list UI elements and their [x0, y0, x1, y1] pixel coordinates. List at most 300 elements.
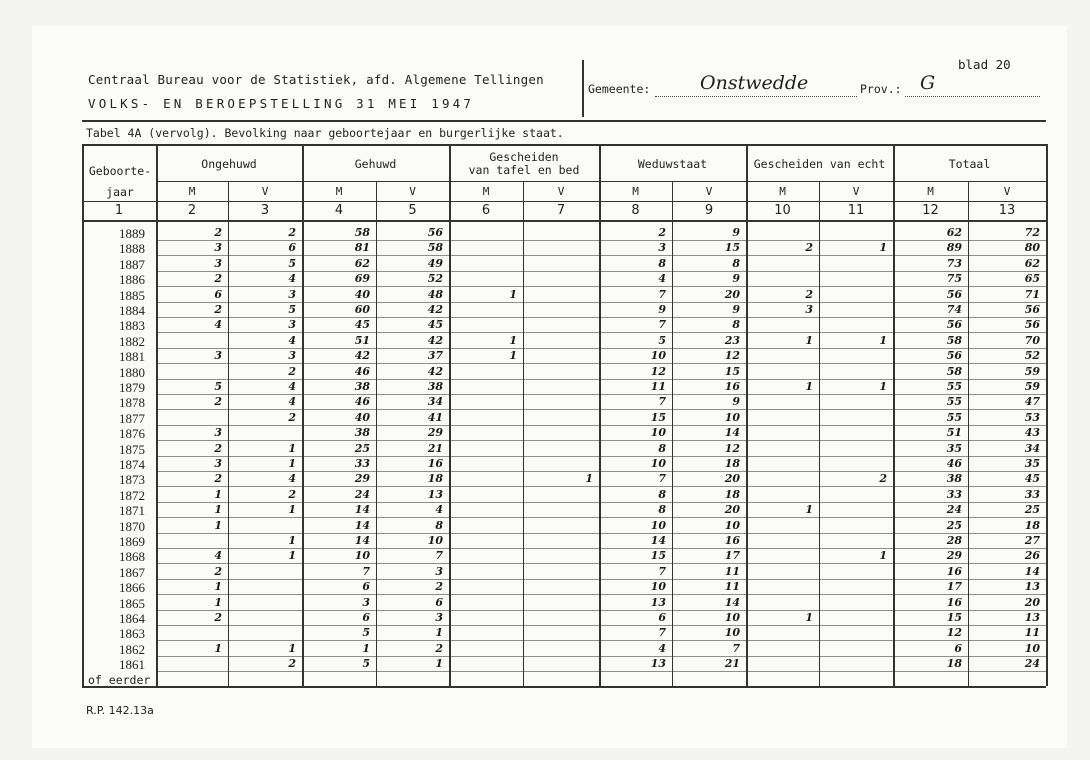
table-cell: 75 — [946, 272, 962, 286]
table-cell: 3 — [214, 457, 222, 470]
sex-header: V — [557, 185, 565, 198]
table-cell: 28 — [946, 534, 962, 547]
table-cell: 7 — [435, 549, 443, 563]
table-cell: 29 — [946, 549, 962, 563]
table-cell: 37 — [427, 349, 443, 363]
table-cell: 6 — [288, 241, 296, 255]
sex-header: M — [335, 185, 343, 198]
table-cell: 1 — [214, 503, 222, 517]
sex-header: V — [261, 185, 269, 198]
table-cell: 12 — [946, 626, 962, 640]
sex-header: M — [188, 185, 196, 198]
year-label: 1865 — [119, 595, 145, 611]
table-cell: 7 — [658, 395, 666, 409]
table-cell: 14 — [354, 503, 370, 517]
table-cell: 62 — [946, 226, 962, 239]
gemeente-line — [655, 96, 857, 97]
table-cell: 2 — [805, 241, 813, 255]
table-cell: 56 — [427, 226, 443, 239]
table-cell: 6 — [435, 595, 443, 609]
table-cell: 3 — [214, 349, 222, 363]
table-cell: 34 — [1024, 441, 1040, 455]
table-cell: 2 — [214, 226, 222, 239]
table-cell: 58 — [946, 333, 962, 347]
table-cell: 4 — [658, 272, 666, 286]
table-cell: 9 — [732, 226, 740, 239]
table-cell: 18 — [1024, 518, 1040, 532]
table-cell: 70 — [1024, 333, 1040, 347]
table-cell: 1 — [879, 380, 887, 393]
year-label: 1868 — [119, 549, 145, 565]
table-cell: 1 — [805, 611, 813, 624]
table-cell: 5 — [658, 333, 666, 347]
table-cell: 5 — [288, 303, 296, 316]
table-cell: 58 — [427, 241, 443, 255]
table-cell: 14 — [724, 426, 740, 440]
table-cell: 56 — [1024, 303, 1040, 316]
table-cell: 1 — [509, 349, 517, 363]
table-cell: 2 — [214, 611, 222, 624]
year-label: 1861 — [119, 657, 145, 673]
sex-header: M — [632, 185, 639, 198]
table-cell: 4 — [435, 503, 443, 517]
year-label: 1884 — [119, 303, 145, 318]
table-cell: 24 — [354, 487, 370, 501]
table-cell: 3 — [658, 241, 666, 255]
sex-header-rule — [82, 201, 1046, 202]
sheet-number: blad 20 — [958, 57, 1011, 72]
table-cell: 3 — [214, 426, 222, 440]
table-cell: 14 — [650, 534, 666, 547]
table-cell: 15 — [650, 410, 666, 424]
table-cell: 55 — [946, 380, 962, 393]
table-cell: 46 — [946, 457, 962, 470]
year-header-top: Geboorte- — [88, 164, 152, 178]
table-cell: 74 — [946, 303, 962, 316]
year-label: 1862 — [119, 641, 145, 657]
table-cell: 5 — [362, 657, 370, 671]
table-cell: 10 — [354, 549, 370, 563]
table-cell: 10 — [724, 611, 740, 624]
table-cell: 89 — [946, 241, 962, 255]
table-cell: 13 — [427, 487, 443, 501]
table-cell: 59 — [1024, 380, 1040, 393]
header-rule — [82, 120, 1046, 122]
table-cell: 55 — [946, 410, 962, 424]
table-cell: 8 — [658, 256, 666, 270]
table-cell: 12 — [724, 349, 740, 363]
table-cell: 38 — [354, 380, 370, 393]
year-label: 1882 — [119, 333, 145, 349]
column-number: 1 — [114, 203, 124, 218]
table-cell: 15 — [650, 549, 666, 563]
table-cell: 10 — [650, 518, 666, 532]
year-label: 1879 — [119, 380, 145, 395]
table-cell: 1 — [288, 534, 296, 547]
year-label: 1867 — [119, 564, 145, 580]
table-cell: 21 — [427, 441, 443, 455]
table-cell: 16 — [724, 534, 740, 547]
table-cell: 4 — [214, 318, 222, 332]
column-divider — [746, 144, 748, 686]
table-cell: 1 — [362, 641, 370, 655]
table-cell: 1 — [509, 287, 517, 301]
table-bottom-border — [82, 686, 1046, 688]
table-cell: 45 — [354, 318, 370, 332]
table-cell: 46 — [354, 395, 370, 409]
table-cell: 38 — [946, 472, 962, 486]
table-cell: 3 — [805, 303, 813, 316]
table-cell: 17 — [724, 549, 740, 563]
group-header: Gehuwd — [354, 157, 397, 171]
table-cell: 10 — [427, 534, 443, 547]
table-cell: 2 — [879, 472, 887, 486]
group-header: Totaal — [948, 157, 991, 171]
table-cell: 71 — [1024, 287, 1040, 301]
table-cell: 25 — [354, 441, 370, 455]
table-title: Tabel 4A (vervolg). Bevolking naar geboortejaar en burgerlijke staat. — [86, 126, 564, 140]
table-cell: 8 — [732, 318, 740, 332]
table-cell: 14 — [354, 534, 370, 547]
table-cell: 6 — [362, 611, 370, 624]
table-cell: 7 — [658, 626, 666, 640]
table-cell: 23 — [724, 333, 740, 347]
column-divider — [449, 144, 451, 686]
table-cell: 14 — [1024, 564, 1040, 578]
year-label: 1875 — [119, 441, 145, 457]
table-cell: 24 — [1024, 657, 1040, 671]
table-cell: 3 — [435, 611, 443, 624]
table-cell: 73 — [946, 256, 962, 270]
table-cell: 13 — [650, 657, 666, 671]
sex-header: M — [927, 185, 934, 198]
table-cell: 29 — [427, 426, 443, 440]
year-label: 1876 — [119, 426, 145, 442]
group-header-rule — [156, 181, 1046, 182]
table-cell: 11 — [724, 564, 740, 578]
column-number: 6 — [481, 203, 491, 218]
table-cell: 52 — [427, 272, 443, 286]
table-cell: 1 — [879, 549, 887, 563]
year-header-bottom: jaar — [106, 185, 134, 199]
table-cell: 7 — [658, 472, 666, 486]
table-cell: 18 — [724, 487, 740, 501]
table-cell: 42 — [427, 364, 443, 378]
year-label: 1870 — [119, 518, 145, 534]
column-divider — [82, 144, 84, 686]
table-cell: 8 — [732, 256, 740, 270]
table-cell: 13 — [1024, 611, 1040, 624]
table-cell: 25 — [946, 518, 962, 532]
table-cell: 51 — [354, 333, 370, 347]
table-cell: 1 — [214, 595, 222, 609]
table-cell: 72 — [1024, 226, 1040, 239]
year-label: 1874 — [119, 457, 145, 472]
table-cell: 33 — [1024, 487, 1040, 501]
table-cell: 2 — [288, 410, 296, 424]
table-cell: 62 — [354, 256, 370, 270]
table-cell: 69 — [354, 272, 370, 286]
table-cell: 2 — [214, 395, 222, 409]
table-cell: 20 — [724, 472, 740, 486]
year-label: 1863 — [119, 626, 145, 642]
table-cell: 5 — [288, 256, 296, 270]
table-cell: 13 — [1024, 580, 1040, 594]
table-cell: 4 — [288, 333, 296, 347]
table-cell: 2 — [214, 303, 222, 316]
table-cell: 8 — [658, 487, 666, 501]
table-cell: 4 — [658, 641, 666, 655]
table-cell: 3 — [362, 595, 370, 609]
table-cell: 2 — [214, 272, 222, 286]
table-cell: 11 — [724, 580, 740, 594]
table-cell: 8 — [658, 503, 666, 517]
column-number: 11 — [847, 203, 865, 218]
group-header: van tafel en bed — [468, 163, 580, 177]
year-label: 1878 — [119, 395, 145, 411]
table-cell: 21 — [724, 657, 740, 671]
table-cell: 4 — [288, 472, 296, 486]
table-cell: 1 — [214, 580, 222, 594]
table-cell: 7 — [658, 564, 666, 578]
table-cell: 3 — [435, 564, 443, 578]
table-cell: 65 — [1024, 272, 1040, 286]
table-cell: 11 — [650, 380, 666, 393]
sex-header: V — [705, 185, 713, 198]
table-cell: 24 — [946, 503, 962, 517]
table-cell: 1 — [585, 472, 593, 486]
table-cell: 3 — [288, 287, 296, 301]
table-cell: 2 — [435, 641, 443, 655]
table-cell: 3 — [288, 349, 296, 363]
table-cell: 2 — [288, 364, 296, 378]
table-cell: 1 — [805, 333, 813, 347]
table-cell: 10 — [724, 410, 740, 424]
year-label: 1866 — [119, 580, 145, 596]
sex-header: M — [779, 185, 786, 198]
table-cell: 1 — [288, 457, 296, 470]
year-label: 1873 — [119, 472, 145, 488]
table-cell: 55 — [946, 395, 962, 409]
table-cell: 8 — [435, 518, 443, 532]
group-header: Gescheiden van echt — [753, 157, 886, 171]
table-cell: 3 — [288, 318, 296, 332]
table-cell: 16 — [724, 380, 740, 393]
table-cell: 12 — [650, 364, 666, 378]
column-number: 8 — [631, 203, 640, 218]
column-number: 10 — [774, 203, 791, 218]
table-cell: 1 — [288, 641, 296, 655]
header-divider — [582, 60, 584, 117]
table-cell: 10 — [650, 349, 666, 363]
table-cell: 47 — [1024, 395, 1040, 409]
table-cell: 2 — [658, 226, 666, 239]
table-cell: 1 — [805, 503, 813, 517]
year-label: 1889 — [119, 226, 145, 241]
table-cell: 1 — [435, 657, 443, 671]
year-label: 1885 — [119, 287, 145, 303]
bureau-title: Centraal Bureau voor de Statistiek, afd. Algemene Tellingen — [88, 72, 544, 87]
table-cell: 8 — [658, 441, 666, 455]
column-divider — [1046, 144, 1048, 686]
sex-header: V — [409, 185, 416, 198]
column-number: 4 — [334, 203, 344, 218]
table-cell: 10 — [650, 457, 666, 470]
table-cell: 5 — [362, 626, 370, 640]
group-header: Gescheiden — [489, 150, 559, 164]
table-cell: 48 — [427, 287, 443, 301]
table-cell: 56 — [946, 318, 962, 332]
sex-header: V — [852, 185, 860, 198]
table-cell: 4 — [288, 272, 296, 286]
table-cell: 5 — [214, 380, 222, 393]
table-cell: 27 — [1024, 534, 1040, 547]
table-cell: 18 — [946, 657, 962, 671]
table-cell: 14 — [354, 518, 370, 532]
table-cell: 42 — [427, 333, 443, 347]
column-number: 5 — [408, 203, 417, 218]
table-cell: 1 — [509, 333, 517, 347]
table-cell: 1 — [879, 333, 887, 347]
column-number: 2 — [187, 203, 197, 218]
table-cell: 33 — [946, 487, 962, 501]
table-cell: 1 — [214, 487, 222, 501]
year-label: 1883 — [119, 318, 145, 334]
table-cell: 53 — [1024, 410, 1040, 424]
column-number: 12 — [922, 203, 939, 218]
table-cell: 20 — [724, 503, 740, 517]
table-cell: 2 — [214, 564, 222, 578]
table-cell: 9 — [732, 395, 740, 409]
year-label: 1888 — [119, 241, 145, 257]
table-cell: 58 — [946, 364, 962, 378]
column-number-rule — [82, 220, 1046, 222]
table-cell: 10 — [1024, 641, 1040, 655]
table-cell: 6 — [362, 580, 370, 594]
table-cell: 35 — [1024, 457, 1040, 470]
table-cell: 38 — [354, 426, 370, 440]
column-number: 7 — [556, 203, 566, 218]
sex-header: M — [482, 185, 490, 198]
table-cell: 29 — [354, 472, 370, 486]
year-label: 1886 — [119, 272, 145, 288]
group-header: Weduwstaat — [637, 157, 708, 171]
table-cell: 15 — [724, 241, 740, 255]
table-cell: 43 — [1024, 426, 1040, 440]
year-label: 1864 — [119, 611, 145, 626]
table-cell: 81 — [354, 241, 370, 255]
table-cell: 1 — [435, 626, 443, 640]
table-cell: 15 — [946, 611, 962, 624]
table-cell: 1 — [879, 241, 887, 255]
table-cell: 10 — [724, 626, 740, 640]
year-label: 1887 — [119, 256, 145, 272]
table-cell: 9 — [732, 272, 740, 286]
table-cell: 1 — [288, 549, 296, 563]
column-number: 3 — [260, 203, 270, 218]
table-cell: 10 — [724, 518, 740, 532]
table-cell: 42 — [354, 349, 370, 363]
table-cell: 2 — [805, 287, 813, 301]
table-cell: 7 — [658, 318, 666, 332]
table-cell: 6 — [954, 641, 962, 655]
table-cell: 56 — [1024, 318, 1040, 332]
table-cell: 60 — [354, 303, 370, 316]
table-cell: 4 — [214, 549, 222, 563]
table-cell: 46 — [354, 364, 370, 378]
table-cell: 41 — [427, 410, 443, 424]
table-cell: 2 — [288, 657, 296, 671]
table-cell: 40 — [354, 287, 370, 301]
column-number: 9 — [704, 203, 714, 218]
gemeente-label: Gemeente: — [588, 82, 651, 96]
year-label: 1871 — [119, 503, 145, 519]
table-cell: 2 — [435, 580, 443, 594]
table-cell: 1 — [214, 518, 222, 532]
form-reference: R.P. 142.13a — [86, 704, 154, 717]
table-cell: 7 — [658, 287, 666, 301]
table-cell: 1 — [288, 503, 296, 517]
year-label: 1872 — [119, 487, 145, 503]
table-cell: 59 — [1024, 364, 1040, 378]
table-cell: 35 — [946, 441, 962, 455]
table-cell: 2 — [214, 472, 222, 486]
table-cell: 80 — [1024, 241, 1040, 255]
row-underline — [156, 671, 1046, 672]
province-label: Prov.: — [860, 82, 902, 96]
table-cell: 26 — [1024, 549, 1040, 563]
table-cell: 33 — [354, 457, 370, 470]
table-cell: 2 — [288, 487, 296, 501]
table-cell: 45 — [1024, 472, 1040, 486]
table-cell: 4 — [288, 395, 296, 409]
table-cell: 9 — [732, 303, 740, 316]
sex-header: V — [1003, 185, 1011, 198]
year-label: 1881 — [119, 349, 145, 365]
table-cell: 1 — [214, 641, 222, 655]
year-label: 1880 — [119, 364, 145, 380]
table-cell: 1 — [288, 441, 296, 455]
table-cell: 7 — [362, 564, 370, 578]
table-cell: 15 — [724, 364, 740, 378]
table-cell: 56 — [946, 287, 962, 301]
table-cell: 17 — [946, 580, 962, 594]
table-cell: 9 — [658, 303, 666, 316]
table-cell: 7 — [732, 641, 740, 655]
province-line — [905, 96, 1040, 97]
province-value: G — [920, 72, 936, 94]
table-cell: 56 — [946, 349, 962, 363]
year-label: 1869 — [119, 534, 145, 549]
table-cell: 10 — [650, 426, 666, 440]
table-cell: 3 — [214, 256, 222, 270]
census-title: VOLKS- EN BEROEPSTELLING 31 MEI 1947 — [88, 96, 475, 111]
table-cell: 62 — [1024, 256, 1040, 270]
table-cell: 20 — [1024, 595, 1040, 609]
table-cell: 10 — [650, 580, 666, 594]
table-cell: 20 — [724, 287, 740, 301]
table-cell: 45 — [427, 318, 443, 332]
table-cell: 2 — [214, 441, 222, 455]
table-cell: 58 — [354, 226, 370, 239]
column-number: 13 — [998, 203, 1016, 218]
table-cell: 4 — [288, 380, 296, 393]
table-cell: 1 — [805, 380, 813, 393]
table-cell: 12 — [724, 441, 740, 455]
table-cell: 6 — [658, 611, 666, 624]
table-cell: 11 — [1024, 626, 1040, 640]
table-cell: 18 — [427, 472, 443, 486]
